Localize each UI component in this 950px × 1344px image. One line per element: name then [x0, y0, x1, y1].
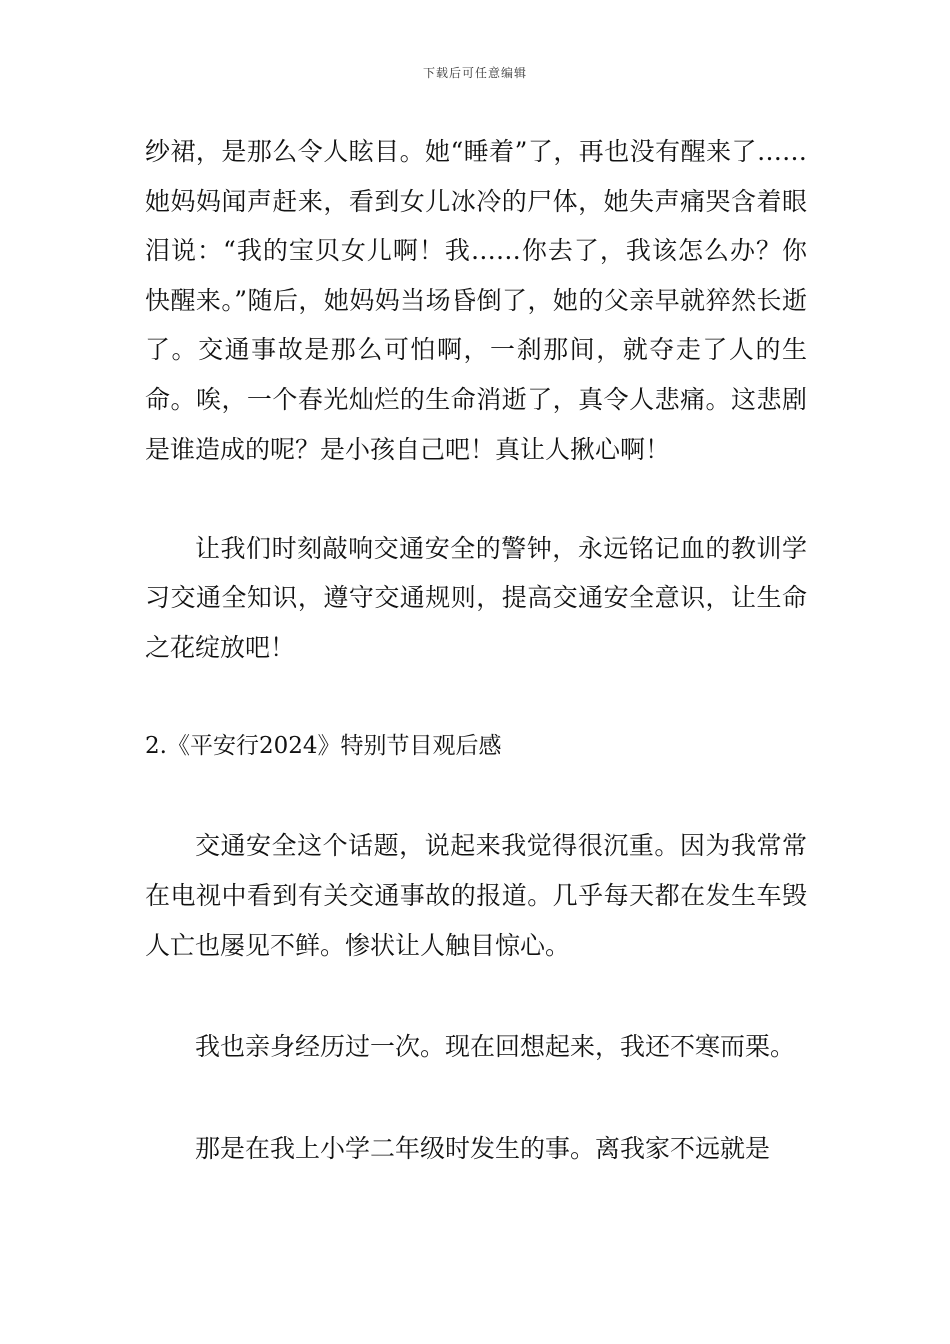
paragraph-spacer: [145, 474, 807, 524]
paragraph-spacer: [145, 970, 807, 1022]
page-header-note: 下载后可任意编辑: [422, 66, 527, 80]
section-heading: 2.《平安行2024》特别节目观后感: [145, 733, 502, 760]
paragraph-2: 让我们时刻敲响交通安全的警钟，永远铭记血的教训学习交通全知识，遵守交通规则，提高交通安全意识，让生命之花绽放吧！: [145, 533, 807, 662]
paragraph-spacer: [145, 673, 807, 723]
paragraph-spacer: [145, 1072, 807, 1124]
paragraph-5: 那是在我上小学二年级时发生的事。离我家不远就是: [195, 1133, 771, 1163]
paragraph-4: 我也亲身经历过一次。现在回想起来，我还不寒而栗。: [195, 1032, 796, 1062]
paragraph-1: 纱裙，是那么令人眩目。她“睡着”了，再也没有醒来了……她妈妈闻声赶来，看到女儿冰冷的尸体，她失声痛哭含着眼泪说：“我的宝贝女儿啊！我……你去了，我该怎么办？你快醒来。”随后，她妈妈当场昏倒了，她的父亲早就猝然长逝了。交通事故是那么可怕啊，一刹那间，就夺走了人的生命。唉，一个春光灿烂的生命消逝了，真令人悲痛。这悲剧是谁造成的呢？是小孩自己吧！真让人揪心啊！: [145, 137, 807, 464]
document-body: [145, 127, 807, 1173]
paragraph-spacer: [145, 772, 807, 822]
paragraph-3: 交通安全这个话题，说起来我觉得很沉重。因为我常常在电视中看到有关交通事故的报道。几乎每天都在发生车毁人亡也屡见不鲜。惨状让人触目惊心。: [145, 831, 807, 960]
